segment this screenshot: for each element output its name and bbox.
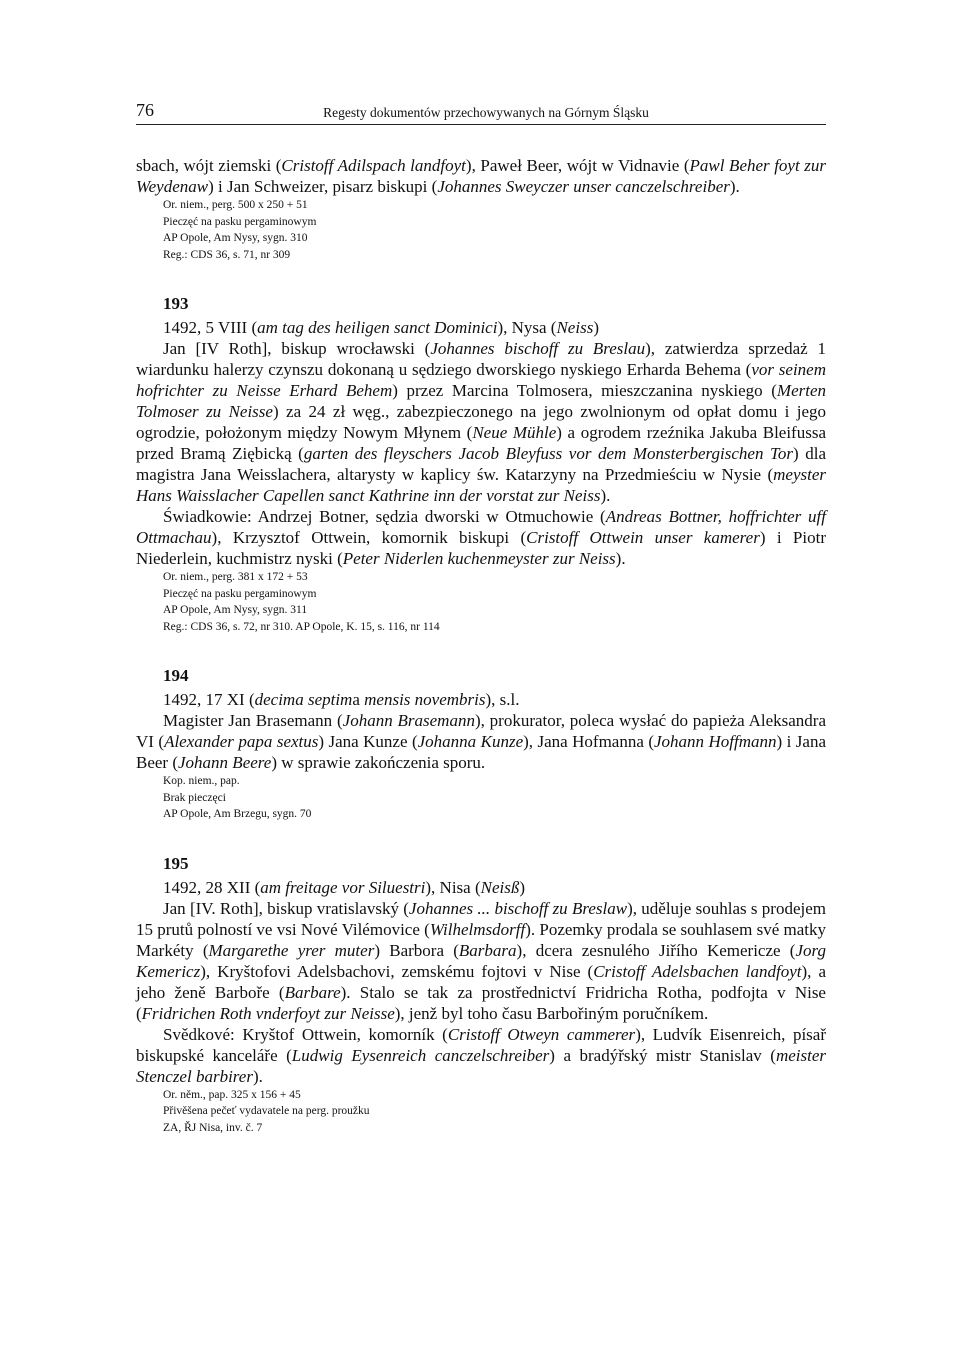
source-quote: am freitage vor Siluestri [260,877,426,897]
text-run: ) [593,318,599,337]
source-quote: Barbare [284,982,341,1002]
source-quote: Margarethe yrer muter [208,940,375,960]
page-header [136,100,826,125]
source-quote: am tag des heiligen sanct Dominici [257,318,498,337]
text-run: ), Nisa ( [425,877,481,897]
text-run: ), zatwierdza sprzedaż 1 wiardunku halerzy czynszu dokonaną u sędziego dworskiego nyskiego Erharda Behema ( [136,339,827,379]
source-quote: Cristoff Otweyn cammerer [447,1024,636,1044]
meta-line: Brak pieczęci [163,791,226,804]
text-run: 1492, 28 XII ( [163,877,261,897]
text-run: ) przez Marcina Tolmosera, mieszczanina nyskiego ( [392,381,777,400]
source-quote: Pawl Beher foyt zur Weydenaw [136,156,826,196]
text-run: ) Barbora ( [374,940,459,960]
text-run: ), a jeho ženě Barboře ( [136,961,826,1002]
text-run: ), Jana Hofmanna ( [523,732,655,751]
archival-notes [163,569,826,635]
text-run: ). [615,549,626,568]
source-quote: Neisß [480,877,520,897]
meta-line: AP Opole, Am Brzegu, sygn. 70 [163,808,312,820]
text-run: Svědkové: Kryštof Ottwein, komorník ( [163,1024,448,1044]
archival-notes [163,1087,826,1137]
source-quote: meister Stenczel barbirer [136,1045,826,1086]
text-run: ) a bradýřský mistr Stanislav ( [549,1045,776,1065]
text-run: ) i Jan Schweizer, pisarz biskupi ( [208,177,438,196]
regest-paragraph [136,155,826,197]
text-run: a [352,690,365,709]
meta-line: Kop. niem., pap. [163,775,240,787]
text-run: ) w sprawie zakończenia sporu. [271,753,486,772]
meta-line: Or. niem., perg. 381 x 172 + 53 [163,571,308,583]
regest-paragraph [136,710,826,773]
meta-line: Reg.: CDS 36, s. 72, nr 310. AP Opole, K. 15, s. 116, nr 114 [163,620,440,633]
source-quote: Merten Tolmoser zu Neisse [136,381,827,421]
source-quote: decima septim [254,690,353,709]
source-quote: Neue Mühle [472,423,557,442]
source-quote: Johannes bischoff zu Breslau [430,339,646,358]
source-quote: Johann Hoffmann [654,732,777,751]
regest-paragraph [136,1024,826,1087]
meta-line: Or. niem., perg. 500 x 250 + 51 [163,199,308,211]
source-quote: Cristoff Adelsbachen landfoyt [593,961,802,981]
regest-entry-194 [136,665,826,823]
source-quote: Cristoff Adilspach landfoyt [281,156,466,175]
meta-line: Or. něm., pap. 325 x 156 + 45 [163,1088,301,1101]
source-quote: Fridrichen Roth vnderfoyt zur Neisse [141,1003,395,1023]
text-run: ). [729,177,740,196]
source-quote: Peter Niderlen kuchenmeyster zur Neiss [342,549,616,568]
text-run: ), uděluje souhlas s prodejem 15 prutů polností ve vsi Nové Vilémovice ( [136,898,827,939]
meta-line: Reg.: CDS 36, s. 71, nr 309 [163,248,291,261]
text-run: ), Paweł Beer, wójt w Vidnavie ( [465,156,690,175]
source-quote: Barbara [458,940,517,960]
entry-dateline [163,317,826,338]
text-run: ), prokurator, poleca wysłać do papieża Aleksandra VI ( [136,711,826,751]
meta-line: AP Opole, Am Nysy, sygn. 311 [163,604,308,616]
source-quote: Ludwig Eysenreich canczelschreiber [291,1045,550,1065]
text-run: ). Stalo se tak za prostřednictví Fridricha Rotha, podfojta v Nise ( [136,982,826,1023]
meta-line: ZA, ŘJ Nisa, inv. č. 7 [163,1121,263,1134]
archival-notes [163,773,826,823]
text-run: ) i Jana Beer ( [136,732,827,772]
source-quote: Andreas Bottner, hoffrichter uff Ottmachau [136,507,826,547]
page-number: 76 [136,100,154,120]
document-body [136,155,826,1136]
source-quote: Johanna Kunze [417,732,524,751]
regest-entry-195 [136,853,826,1137]
text-run: ), jenž byl toho času Barbořiným poručníkem. [394,1003,709,1023]
source-quote: garten des fleyschers Jacob Bleyfuss vor dem Monsterbergischen Tor [303,444,794,463]
text-run: Jan [IV. Roth], biskup vratislavský ( [163,898,409,918]
running-title: Regesty dokumentów przechowywanych na Górnym Śląsku [323,105,649,120]
text-run: ). [252,1066,263,1086]
text-run: ) a ogrodem rzeźnika Jakuba Bleifussa przed Bramą Ziębicką ( [136,423,826,463]
text-run: ), dcera zesnulého Jiřího Kemericze ( [516,940,796,960]
text-run: sbach, wójt ziemski ( [136,156,282,175]
regest-entry-193 [136,293,826,635]
archival-notes [163,197,826,263]
text-run: ) i Piotr Niederlein, kuchmistrz nyski ( [136,528,826,568]
source-quote: Johannes Sweyczer unser canczelschreiber [437,177,730,196]
text-run: 1492, 5 VIII ( [163,318,258,337]
meta-line: Přivěšena pečeť vydavatele na perg. proužku [163,1105,370,1117]
source-quote: Neiss [556,318,594,337]
meta-line: Pieczęć na pasku pergaminowym [163,215,317,228]
text-run: ), Nysa ( [497,318,557,337]
source-quote: mensis novembris [364,690,486,709]
document-page [136,100,826,1136]
text-run: Świadkowie: Andrzej Botner, sędzia dworski w Otmuchowie ( [163,507,606,526]
source-quote: Johann Brasemann [342,711,475,730]
text-run: ), s.l. [485,690,520,709]
source-quote: Jorg Kemericz [136,940,826,981]
text-run: ) za 24 zł węg., zabezpieczonego na jego zwolnionym od opłat domu i jego ogrodzie, położonym między Nowym Młynem ( [136,402,827,442]
entry-dateline [163,689,826,710]
source-quote: Cristoff Ottwein unser kamerer [526,528,760,547]
entry-number: 194 [163,666,189,685]
source-quote: Johannes ... bischoff zu Breslaw [408,898,628,918]
text-run: Jan [IV Roth], biskup wrocławski ( [163,339,431,358]
regest-paragraph [136,506,826,569]
text-run: ) [519,877,526,897]
text-run: ), Kryštofovi Adelsbachovi, zemskému fojtovi v Nise ( [200,961,594,981]
text-run: ) Jana Kunze ( [318,732,418,751]
source-quote: meyster Hans Waisslacher Capellen sanct Kathrine inn der vorstat zur Neiss [136,465,826,505]
source-quote: vor seinem hofrichter zu Neisse Erhard Behem [136,360,826,400]
source-quote: Alexander papa sextus [164,732,319,751]
text-run: ) dla magistra Jana Weisslachera, altarysty w kaplicy św. Katarzyny na Przedmieściu w Nysie ( [136,444,826,484]
text-run: ), Krzysztof Ottwein, komornik biskupi ( [211,528,527,547]
text-run: ). Pozemky prodala se souhlasem své matky Markéty ( [136,919,826,960]
source-quote: Johann Beere [178,753,272,772]
entry-number: 193 [163,294,189,313]
text-run: ), Ludvík Eisenreich, písař biskupské kanceláře ( [136,1024,826,1065]
entry-number: 195 [163,853,189,873]
regest-paragraph [136,898,826,1024]
source-quote: Wilhelmsdorff [429,919,526,939]
text-run: 1492, 17 XI ( [163,690,255,709]
continuation-block [136,155,826,263]
entry-dateline [163,877,826,898]
meta-line: AP Opole, Am Nysy, sygn. 310 [163,232,308,244]
regest-paragraph [136,338,826,506]
text-run: Magister Jan Brasemann ( [163,711,343,730]
text-run: ). [600,486,611,505]
meta-line: Pieczęć na pasku pergaminowym [163,587,317,600]
